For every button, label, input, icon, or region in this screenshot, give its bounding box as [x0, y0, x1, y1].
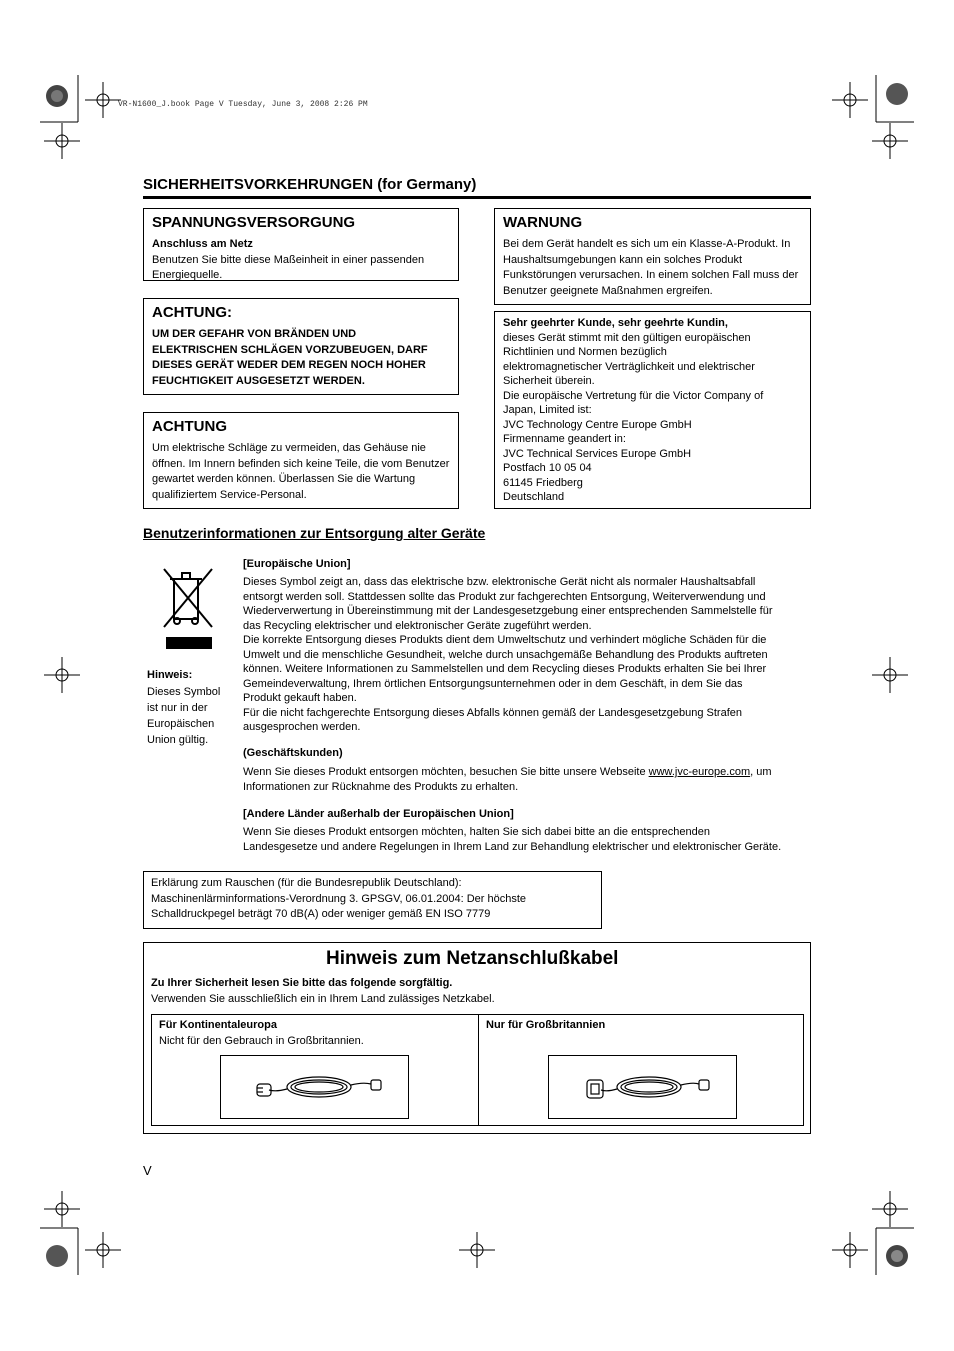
cable-notice-box: [143, 942, 811, 1134]
jvc-europe-link[interactable]: www.jvc-europe.com: [648, 766, 751, 778]
continental-cable-image: [220, 1055, 409, 1119]
noise-box: [143, 871, 602, 929]
customer-box: [494, 311, 811, 509]
cable-safety-note: Zu Ihrer Sicherheit lesen Sie bitte das folgende sorgfältig.: [151, 977, 453, 989]
power-heading: SPANNUNGSVERSORGUNG: [152, 214, 356, 231]
customer-line: 61145 Friedberg: [503, 476, 583, 489]
customer-line: Postfach 10 05 04: [503, 462, 592, 474]
power-text: Benutzen Sie bitte diese Maßeinheit in einer passenden Energiequelle.: [152, 253, 425, 281]
caution-line: FEUCHTIGKEIT AUSGESETZT WERDEN.: [152, 374, 365, 387]
caution-heading-1: ACHTUNG:: [152, 304, 232, 321]
eu-line: entsorgt werden soll. Stattdessen sollte das Produkt zur fachgerechten Entsorgung, Weiterverwendung und: [243, 590, 766, 603]
caution-line: DIESES GERÄT WEDER DEM REGEN NOCH HOHER: [152, 359, 426, 371]
eu-line: Umwelt und die menschliche Gesundheit, welche durch unsachgemäße Behandlung des Produkts auftreten: [243, 648, 768, 661]
eu-line: Gemeindeverwaltung, Ihrem örtlichen Entsorgungsunternehmen oder in dem Geschäft, in dem Sie das: [243, 677, 743, 690]
other-line: Landesgesetze und andere Regelungen in Ihrem Land zur Behandlung elektrischer und elektronischer Geräte.: [243, 840, 782, 853]
disposal-title: Benutzerinformationen zur Entsorgung alter Geräte: [143, 525, 486, 541]
power-box: [143, 208, 459, 281]
business-text-pre: Wenn Sie dieses Produkt entsorgen möchten, besuchen Sie bitte unsere Webseite: [243, 766, 649, 778]
uk-heading: Nur für Großbritannien: [486, 1019, 606, 1031]
continental-text: Nicht für den Gebrauch in Großbritannien.: [159, 1035, 364, 1047]
cable-table-divider: [478, 1015, 479, 1125]
business-line-2: Informationen zur Rücknahme des Produkts zu erhalten.: [243, 780, 519, 793]
uk-cable-image: [548, 1055, 737, 1119]
customer-line: Japan, Limited ist:: [503, 404, 592, 416]
cable-table: [151, 1014, 804, 1126]
other-text: [243, 825, 781, 854]
eu-heading: [Europäische Union]: [243, 558, 351, 570]
file-info: VR-N1600_J.book Page V Tuesday, June 3, 2008 2:26 PM: [118, 100, 368, 109]
customer-line: JVC Technical Services Europe GmbH: [503, 447, 692, 460]
note-line: Dieses Symbol: [147, 686, 221, 698]
euro-plug-cable-icon: [221, 1056, 408, 1118]
note-line: Europäischen: [147, 718, 215, 730]
caution-box-2: [143, 412, 459, 509]
eu-line: ausgesprochen werden.: [243, 721, 361, 733]
noise-line: Maschinenlärminformations-Verordnung 3. GPSGV, 06.01.2004: Der höchste: [151, 892, 527, 905]
business-text: [243, 765, 772, 794]
warning-box: [494, 208, 811, 305]
customer-line: Die europäische Vertretung für die Victor Company of: [503, 389, 764, 402]
page-number: V: [143, 1163, 152, 1178]
eu-line: Dieses Symbol zeigt an, dass das elektrische bzw. elektronische Gerät nicht als normaler Haushaltsabfall: [243, 576, 756, 588]
caution-line: UM DER GEFAHR VON BRÄNDEN UND: [152, 328, 357, 340]
warning-text: Bei dem Gerät handelt es sich um ein Klasse-A-Produkt. In Haushaltsumgebungen kann ein solches Produkt Funkstörungen verursachen. In einem solchen Fall muss der Benutzer geeignete Maßnahmen ergreifen.: [503, 238, 799, 297]
other-line: Wenn Sie dieses Produkt entsorgen möchten, halten Sie sich dabei bitte an die entsprechenden: [243, 826, 710, 838]
cable-title: Hinweis zum Netzanschlußkabel: [326, 948, 619, 969]
section-rule: [143, 196, 811, 199]
eu-line: Wiederverwertung in Übereinstimmung mit der Landesgesetzgebung einer entsprechenden Sammelstelle für: [243, 605, 773, 617]
power-subheading: Anschluss am Netz: [152, 238, 253, 250]
cable-use-note: Verwenden Sie ausschließlich ein in Ihrem Land zulässiges Netzkabel.: [151, 993, 495, 1005]
customer-greeting: Sehr geehrter Kunde, sehr geehrte Kundin,: [503, 317, 728, 329]
customer-line: Deutschland: [503, 491, 565, 503]
customer-line: Richtlinien und Normen bezüglich: [503, 346, 667, 358]
business-text-post: , um: [750, 766, 772, 778]
noise-line: Erklärung zum Rauschen (für die Bundesrepublik Deutschland):: [151, 877, 462, 889]
crossed-bin-icon: [160, 565, 216, 653]
eu-line: Für die nicht fachgerechte Entsorgung dieses Abfalls können gemäß der Landesgesetzgebung Strafen: [243, 706, 742, 719]
uk-plug-cable-icon: [549, 1056, 736, 1118]
note-line: Union gültig.: [147, 734, 209, 746]
note-line: ist nur in der: [147, 702, 208, 714]
caution-heading-2: ACHTUNG: [152, 418, 227, 435]
caution-line: ELEKTRISCHEN SCHLÄGEN VORZUBEUGEN, DARF: [152, 343, 428, 356]
continental-heading: Für Kontinentaleuropa: [159, 1019, 277, 1031]
other-heading: [Andere Länder außerhalb der Europäischen Union]: [243, 808, 514, 820]
customer-line: dieses Gerät stimmt mit den gültigen europäischen: [503, 331, 751, 344]
customer-line: Sicherheit überein.: [503, 375, 595, 387]
eu-line: das Recycling elektrischer und elektronischer Geräte zugeführt werden.: [243, 619, 592, 632]
note-text: [147, 684, 220, 748]
caution-box-1: [143, 298, 459, 395]
warning-heading: WARNUNG: [503, 214, 583, 231]
business-heading: (Geschäftskunden): [243, 747, 343, 759]
caution-text-2: Um elektrische Schläge zu vermeiden, das Gehäuse nie öffnen. Im Innern befinden sich keine Teile, die vom Benutzer gewartet werden können. Überlassen Sie die Wartung qualifiziertem Service-Personal.: [152, 442, 450, 501]
customer-line: Firmenname geandert in:: [503, 433, 626, 445]
eu-line: Die korrekte Entsorgung dieses Produkts dient dem Umweltschutz und verhindert mögliche Schäden für die: [243, 634, 767, 646]
customer-line: JVC Technology Centre Europe GmbH: [503, 418, 692, 431]
eu-text: [243, 575, 773, 735]
eu-line: Produkt gekauft haben.: [243, 692, 357, 704]
eu-line: können. Weitere Informationen zu Sammelstellen und dem Recycling dieses Produkts erhalten Sie bei Ihrer: [243, 663, 767, 675]
noise-line: Schalldruckpegel beträgt 70 dB(A) oder weniger gemäß EN ISO 7779: [151, 908, 491, 920]
customer-line: elektromagnetischer Verträglichkeit und elektrischer: [503, 360, 755, 373]
note-label: Hinweis:: [147, 669, 193, 681]
section-title: SICHERHEITSVORKEHRUNGEN (for Germany): [143, 176, 477, 193]
